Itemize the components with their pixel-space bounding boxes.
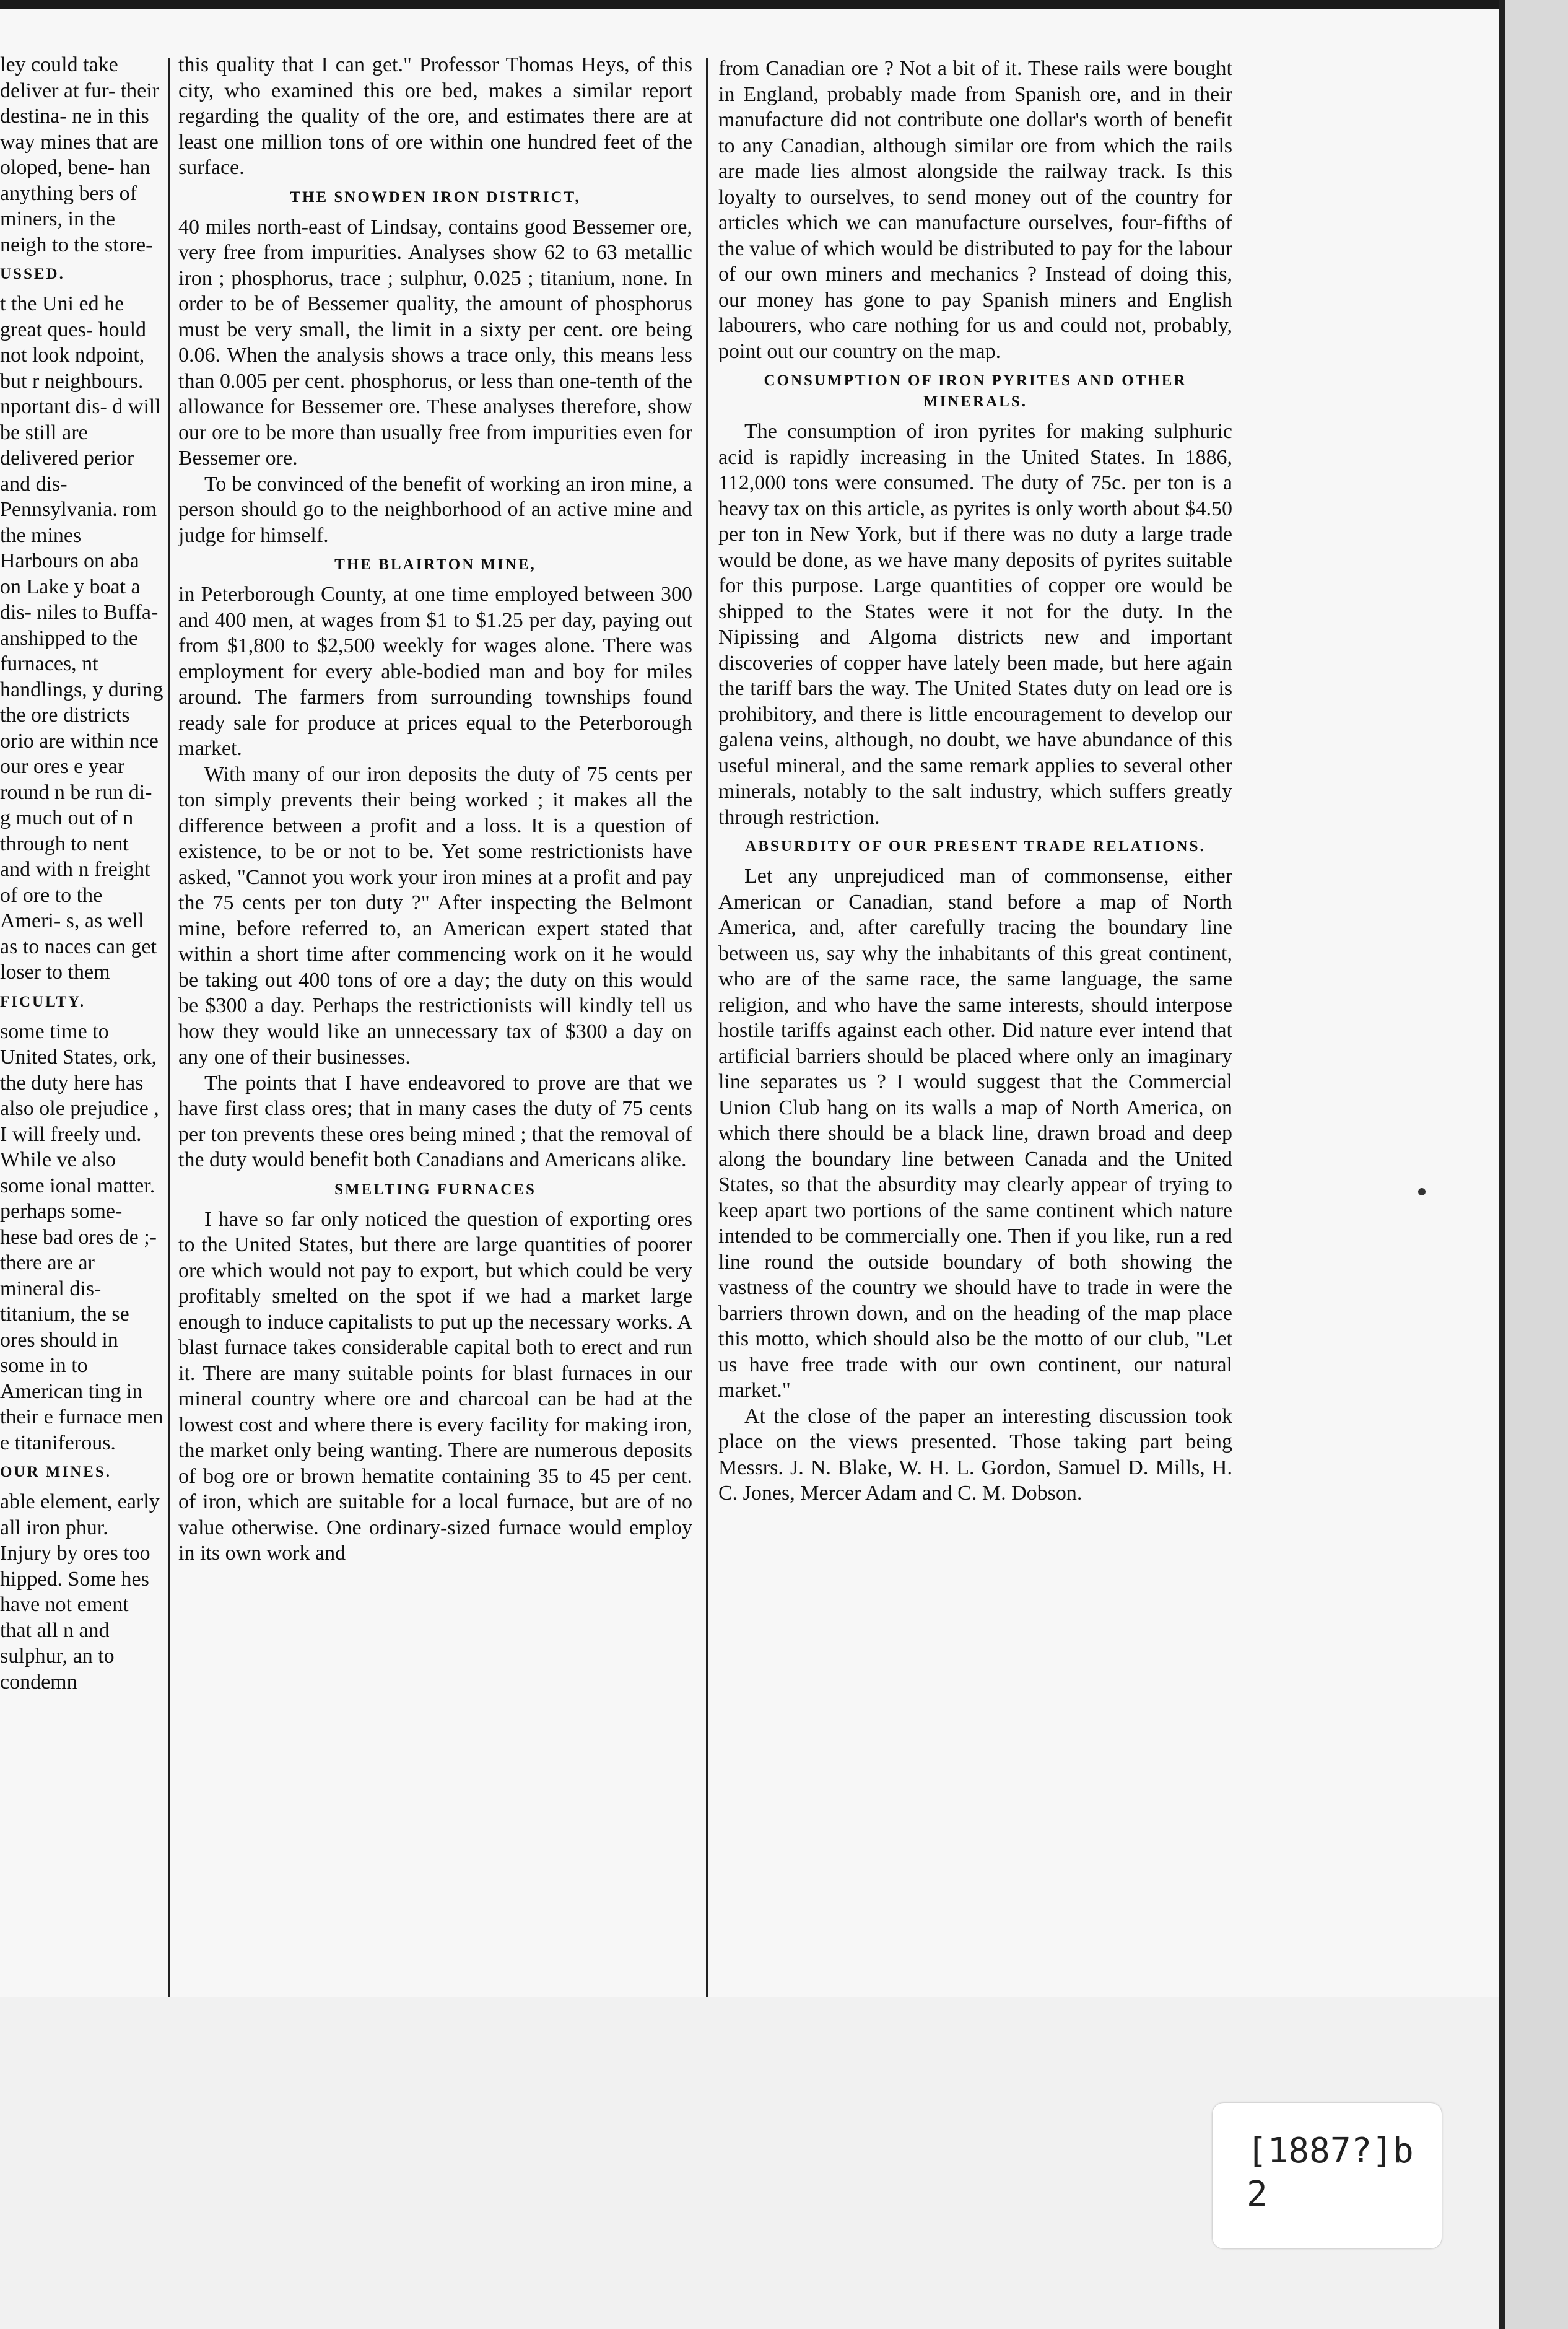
section-heading: SMELTING FURNACES <box>334 1181 536 1198</box>
section-heading: CONSUMPTION OF IRON PYRITES AND OTHER MINERALS. <box>764 372 1187 410</box>
column-rule <box>706 58 708 1997</box>
section-heading: THE BLAIRTON MINE, <box>334 556 536 573</box>
paragraph: The points that I have endeavored to prove are that we have first class ores; that in many cases the duty of 75 cents per ton prevents these ores being mined ; that the removal of the duty would benefit both Canadians and Americans alike. <box>178 1071 692 1171</box>
middle-column <box>178 52 692 1567</box>
archive-label-line2: 2 <box>1247 2174 1268 2214</box>
paragraph: With many of our iron deposits the duty of 75 cents per ton simply prevents their being worked ; it makes all the difference between a profit and a loss. It is a question of existence, to be or not to be. Yet some restrictionists have asked, "Cannot you work your iron mines at a profit and pay the 75 cents per ton duty ?" After inspecting the Belmont mine, before referred to, an American expert stated that within a short time after commencing work on it he would be taking out 400 tons of ore a day; the duty on this would be $300 a day. Perhaps the restrictionists will kindly tell us how they would like an unnecessary tax of $300 a day on any one of their businesses. <box>178 762 692 1068</box>
paragraph: 40 miles north-east of Lindsay, contains good Bessemer ore, very free from impurities. Analyses show 62 to 63 metallic iron ; phosphorus, trace ; sulphur, 0.025 ; titanium, none. In order to be of Bessemer quality, the amount of phosphorus must be very small, the limit in a sixty per cent. ore being 0.06. When the analysis shows a trace only, this means less than 0.005 per cent. phosphorus, or less than one-tenth of the allowance for Bessemer ore. These analyses therefore, show our ore to be more than usually free from impurities even for Bessemer ore. <box>178 215 692 470</box>
left-column-fragment <box>0 52 164 1695</box>
paragraph: this quality that I can get." Professor Thomas Heys, of this city, who examined this ore bed, makes a similar report regarding the quality of the ore, and estimates there are at least one million tons of ore within one hundred feet of the surface. <box>178 53 692 179</box>
paragraph: I have so far only noticed the question of exporting ores to the United States, but there are large quantities of poorer ore which would not pay to export, but which could be very profitably smelted on the spot if we had a market large enough to induce capitalists to put up the necessary works. A blast furnace takes considerable capital both to erect and run it. There are many suitable points for blast furnaces in our mineral country where ore and charcoal can be had at the lowest cost and where there is every facility for making iron, the market only being wanting. There are numerous deposits of bog ore or brown hematite containing 35 to 45 per cent. of iron, which are suitable for a local furnace, but are of no value otherwise. One ordinary-sized furnace would employ in its own work and <box>178 1207 692 1565</box>
archive-label <box>1213 2103 1442 2248</box>
section-heading: OUR MINES. <box>0 1464 112 1480</box>
archive-label-line1: [1887?]b <box>1247 2131 1414 2171</box>
right-column <box>718 56 1232 1506</box>
paragraph: some time to United States, ork, the duty here has also ole prejudice , I will freely und. While ve also some ional matter. perhaps some- hese bad ores de ;- there are ar mineral dis- titanium, the se ores should in some in to American ting in their e furnace men e titaniferous. <box>0 1020 163 1454</box>
paragraph: in Peterborough County, at one time employed between 300 and 400 men, at wages from $1 to $1.25 per day, paying out from $1,800 to $2,500 weekly for wages alone. There was employment for every able-bodied man and boy for miles around. The farmers from surrounding townships found ready sale for produce at prices equal to the Peterborough market. <box>178 583 692 760</box>
paragraph: The consumption of iron pyrites for making sulphuric acid is rapidly increasing in the United States. In 1886, 112,000 tons were consumed. The duty of 75c. per ton is a heavy tax on this article, as pyrites is only worth about $4.50 per ton in New York, but if there was no duty a large trade would be done, as we have many deposits of pyrites suitable for this purpose. Large quantities of copper ore would be shipped to the States were it not for the duty. In the Nipissing and Algoma districts new and important discoveries of copper have lately been made, but here again the tariff bars the way. The United States duty on lead ore is prohibitory, and there is little encouragement to develop our galena veins, although, no doubt, we have abundance of this useful mineral, and the same remark applies to several other minerals, notably to the salt industry, which suffers greatly through restriction. <box>718 420 1232 829</box>
section-heading: FICULTY. <box>0 993 86 1010</box>
column-rule <box>168 58 170 1997</box>
scan-margin <box>1505 0 1568 2329</box>
paragraph: t the Uni ed he great ques- hould not look ndpoint, but r neighbours. nportant dis- d will be still are delivered perior and dis- Pennsylvania. rom the mines Harbours on aba on Lake y boat a dis- niles to Buffa- anshipped to the furnaces, nt handlings, y during the ore districts orio are within nce our ores e year round n be run di- g much out of n through to nent and with n freight of ore to the Ameri- s, as well as to naces can get loser to them <box>0 292 163 984</box>
right-border <box>1499 0 1505 2329</box>
section-heading: ABSURDITY OF OUR PRESENT TRADE RELATIONS. <box>745 838 1206 855</box>
section-heading: THE SNOWDEN IRON DISTRICT, <box>290 188 581 206</box>
paragraph: Let any unprejudiced man of commonsense, either American or Canadian, stand before a map of North America, and, after carefully tracing the boundary line between us, say why the inhabitants of this great continent, who are of the same race, the same language, the same religion, and who have the same interests, should interpose hostile tariffs against each other. Did nature ever intend that artificial barriers should be placed where only an imaginary line separates us ? I would suggest that the Commercial Union Club hang on its walls a map of North America, on which there should be a black line, drawn broad and deep along the boundary line between Canada and the United States, so that the absurdity may clearly appear of trying to keep apart two portions of the same continent which nature intended to be commercially one. Then if you like, run a red line round the outside boundary of both showing the vastness of the country we should have to trade in were the barriers thrown down, and on the heading of the map place this motto, which should also be the motto of our club, "Let us have free trade with our own continent, our natural market." <box>718 865 1232 1402</box>
ink-speck <box>1418 1188 1426 1195</box>
newspaper-page <box>0 9 1499 1997</box>
section-heading: USSED. <box>0 266 65 282</box>
top-border <box>0 0 1499 9</box>
paragraph: At the close of the paper an interesting discussion took place on the views presented. Those taking part being Messrs. J. N. Blake, W. H. L. Gordon, Samuel D. Mills, H. C. Jones, Mercer Adam and C. M. Dobson. <box>718 1404 1232 1505</box>
paragraph: from Canadian ore ? Not a bit of it. These rails were bought in England, probably made from Spanish ore, and in their manufacture did not contribute one dollar's worth of benefit to any Canadian, although similar ore from which the rails are made lies almost alongside the railway track. Is this loyalty to ourselves, to send money out of the country for articles which we can manufacture ourselves, four-fifths of the value of which would be distributed to pay for the labour of our own miners and mechanics ? Instead of doing this, our money has gone to pay Spanish miners and English labourers, who care nothing for us and could not, probably, point out our country on the map. <box>718 57 1232 363</box>
paragraph: ley could take deliver at fur- their destina- ne in this way mines that are oloped, bene- han anything bers of miners, in the neigh to the store- <box>0 53 160 256</box>
paragraph: able element, early all iron phur. Injury by ores too hipped. Some hes have not ement that all n and sulphur, an to condemn <box>0 1490 160 1693</box>
paragraph: To be convinced of the benefit of working an iron mine, a person should go to the neighborhood of an active mine and judge for himself. <box>178 472 692 547</box>
